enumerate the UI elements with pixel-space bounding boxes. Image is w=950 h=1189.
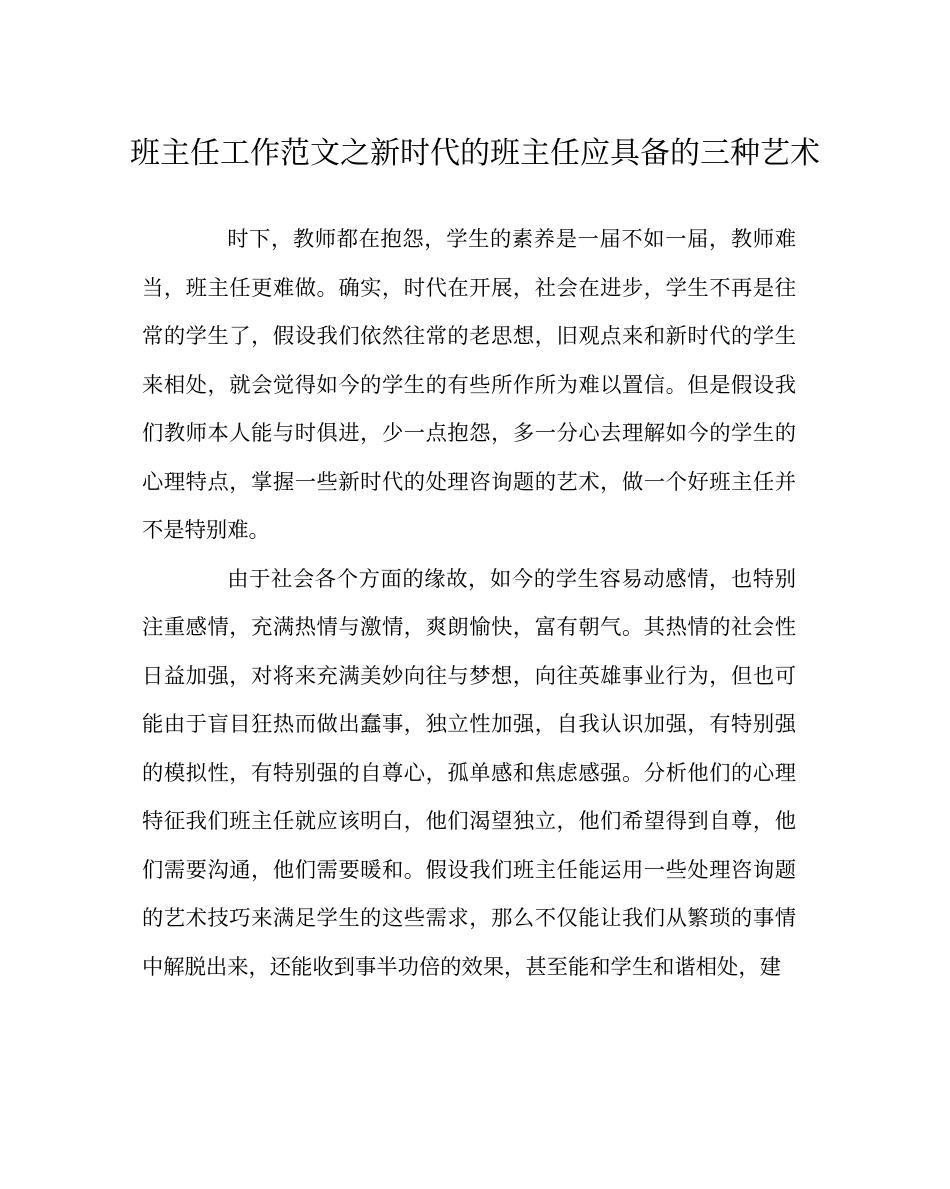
document-body bbox=[142, 216, 796, 992]
paragraph-1: 时下，教师都在抱怨，学生的素养是一届不如一届，教师难当，班主任更难做。确实，时代在开展，社会在进步，学生不再是往常的学生了，假设我们依然往常的老思想，旧观点来和新时代的学生来相处，就会觉得如今的学生的有些所作所为难以置信。但是假设我们教师本人能与时俱进，少一点抱怨，多一分心去理解如今的学生的心理特点，掌握一些新时代的处理咨询题的艺术，做一个好班主任并不是特别难。 bbox=[142, 227, 796, 543]
paragraph-2: 由于社会各个方面的缘故，如今的学生容易动感情，也特别注重感情，充满热情与激情，爽朗愉快，富有朝气。其热情的社会性日益加强，对将来充满美妙向往与梦想，向往英雄事业行为，但也可能由于盲目狂热而做出蠢事，独立性加强，自我认识加强，有特别强的模拟性，有特别强的自尊心，孤单感和焦虑感强。分析他们的心理特征我们班主任就应该明白，他们渴望独立，他们希望得到自尊，他们需要沟通，他们需要暖和。假设我们班主任能运用一些处理咨询题的艺术技巧来满足学生的这些需求，那么不仅能让我们从繁琐的事情中解脱出来，还能收到事半功倍的效果，甚至能和学生和谐相处，建 bbox=[142, 566, 796, 980]
page-title: 班主任工作范文之新时代的班主任应具备的三种艺术 bbox=[130, 136, 820, 171]
